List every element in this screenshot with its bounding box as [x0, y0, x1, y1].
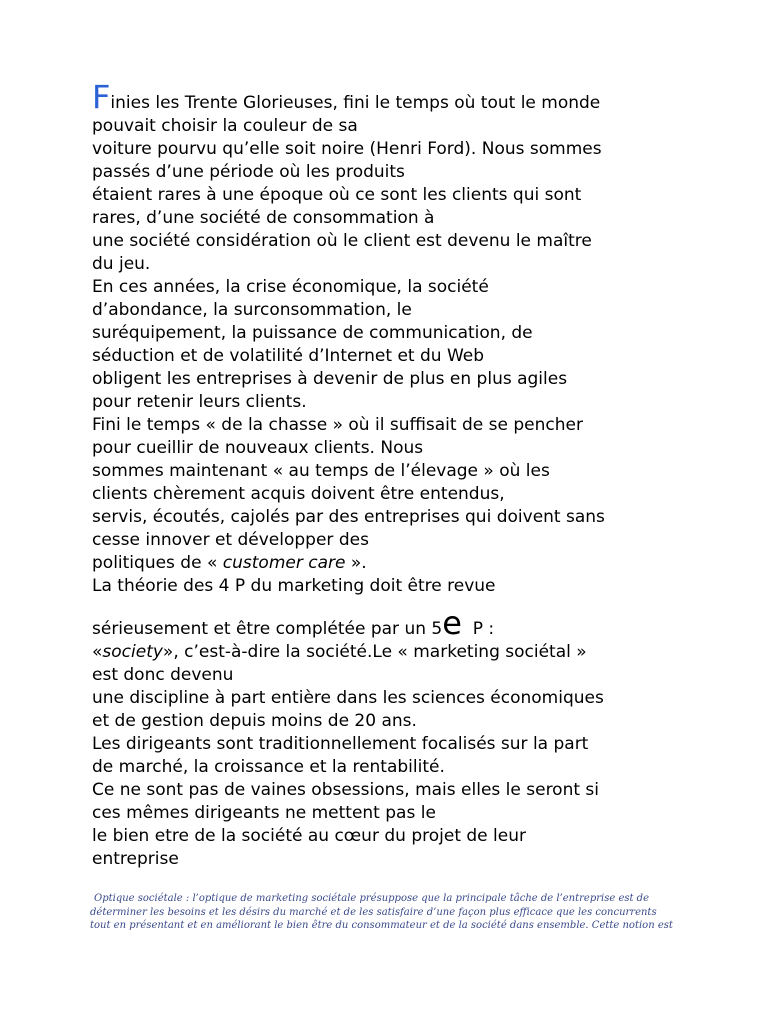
body-line: Ce ne sont pas de vaines obsessions, mais elles le seront si: [92, 780, 600, 800]
body-line: séduction et de volatilité d’Internet et du Web: [92, 346, 485, 366]
society-term: society: [102, 642, 163, 662]
body-line: de marché, la croissance et la rentabilité.: [92, 757, 445, 777]
body-line: Finies les Trente Glorieuses, fini le temps où tout le monde: [92, 78, 601, 116]
body-line: sommes maintenant « au temps de l’élevage » où les: [92, 461, 550, 481]
body-line: clients chèrement acquis doivent être entendus,: [92, 484, 505, 504]
body-line: rares, d’une société de consommation à: [92, 208, 435, 228]
body-line: entreprise: [92, 849, 179, 869]
body-line: ces mêmes dirigeants ne mettent pas le: [92, 803, 436, 823]
body-line: Fini le temps « de la chasse » où il suffisait de se pencher: [92, 415, 583, 435]
footnote-line: Optique sociétale : l’optique de marketing sociétale présuppose que la principale tâche de l’entreprise est de: [94, 893, 650, 904]
drop-cap: F: [92, 78, 111, 116]
body-line: passés d’une période où les produits: [92, 162, 405, 182]
body-line: étaient rares à une époque où ce sont les clients qui sont: [92, 185, 582, 205]
body-line: «society», c’est-à-dire la société.Le « marketing sociétal »: [92, 642, 587, 662]
superscript-e: e: [442, 604, 462, 642]
body-line: obligent les entreprises à devenir de plus en plus agiles: [92, 369, 568, 389]
body-line: suréquipement, la puissance de communication, de: [92, 323, 533, 343]
body-line: pouvait choisir la couleur de sa: [92, 116, 358, 136]
body-text: [92, 78, 692, 871]
body-line: est donc devenu: [92, 665, 234, 685]
footnote-definition: [90, 892, 690, 933]
body-line: politiques de « customer care ».: [92, 553, 367, 573]
body-line: pour retenir leurs clients.: [92, 392, 307, 412]
footnote-line: tout en présentant et en améliorant le bien être du consommateur et de la société dans ensemble. Cette notion est: [90, 920, 673, 931]
body-line: servis, écoutés, cajolés par des entreprises qui doivent sans: [92, 507, 605, 527]
body-line: La théorie des 4 P du marketing doit être revue: [92, 576, 496, 596]
body-line: sérieusement et être complétée par un 5e P :: [92, 604, 495, 642]
body-line: En ces années, la crise économique, la société: [92, 277, 489, 297]
body-line: voiture pourvu qu’elle soit noire (Henri Ford). Nous sommes: [92, 139, 602, 159]
body-line: du jeu.: [92, 254, 151, 274]
footnote-line: déterminer les besoins et les désirs du marché et de les satisfaire d’une façon plus efficace que les concurrents: [90, 906, 657, 918]
body-line: cesse innover et développer des: [92, 530, 369, 550]
body-line: Les dirigeants sont traditionnellement focalisés sur la part: [92, 734, 589, 754]
body-line: une discipline à part entière dans les sciences économiques: [92, 688, 604, 708]
body-line: d’abondance, la surconsommation, le: [92, 300, 412, 320]
body-line: le bien etre de la société au cœur du projet de leur: [92, 826, 526, 846]
body-line: et de gestion depuis moins de 20 ans.: [92, 711, 417, 731]
body-line: pour cueillir de nouveaux clients. Nous: [92, 438, 424, 458]
body-line: une société considération où le client est devenu le maître: [92, 231, 592, 251]
customer-care-term: customer care: [222, 553, 346, 573]
